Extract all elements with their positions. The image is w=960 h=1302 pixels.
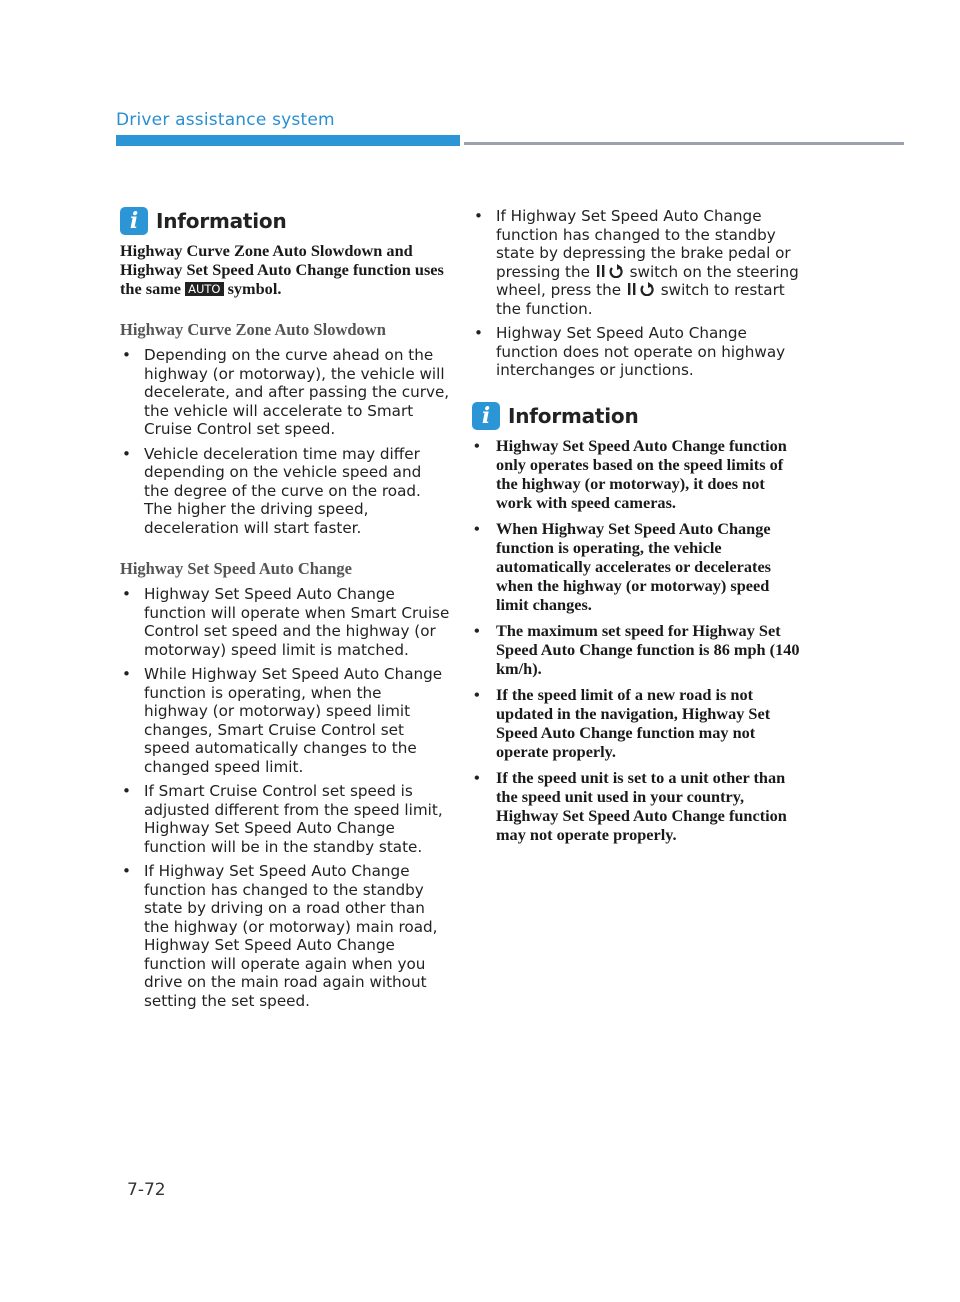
info-note-text-end: symbol.	[227, 279, 282, 298]
list-item: • While Highway Set Speed Auto Change function is operating, when the highway (or motorway) speed limit changes, Smart Cruise Control set speed automatically changes to the changed speed limit.	[120, 665, 450, 776]
curve-bullet-list	[120, 346, 450, 537]
info-icon: i	[120, 207, 148, 235]
page-number: 7-72	[127, 1180, 166, 1200]
info-bullet-list	[472, 436, 802, 844]
pause-resume-switch-icon	[626, 282, 656, 296]
list-item: • If Highway Set Speed Auto Change function has changed to the standby state by driving on a road other than the highway (or motorway) main road, Highway Set Speed Auto Change function will operate again when you drive on the main road again without setting the set speed.	[120, 862, 450, 1010]
info-icon: i	[472, 402, 500, 430]
subheading-speed-change: Highway Set Speed Auto Change	[120, 559, 352, 578]
list-item	[472, 207, 802, 318]
section-title: Driver assistance system	[116, 110, 335, 130]
info-heading	[472, 402, 802, 430]
info-title: Information	[508, 403, 639, 428]
bullet-text-part: switch on the steering wheel, press the	[496, 262, 799, 299]
bullet-text-part: switch to restart the function.	[496, 281, 785, 318]
list-item: • The maximum set speed for Highway Set Speed Auto Change function is 86 mph (140 km/h).	[472, 621, 802, 678]
list-item: • If the speed unit is set to a unit other than the speed unit used in your country, Highway Set Speed Auto Change function may not operate properly.	[472, 768, 802, 844]
auto-symbol: AUTO	[185, 282, 223, 296]
speed-change-bullet-list	[120, 585, 450, 1010]
info-title: Information	[156, 209, 287, 233]
list-item: • Highway Set Speed Auto Change function only operates based on the speed limits of the highway (or motorway), it does not work with speed cameras.	[472, 436, 802, 512]
pause-resume-switch-icon	[595, 264, 625, 278]
list-item: • Depending on the curve ahead on the highway (or motorway), the vehicle will decelerate, and after passing the curve, the vehicle will accelerate to Smart Cruise Control set speed.	[120, 346, 450, 439]
list-item: • When Highway Set Speed Auto Change function is operating, the vehicle automatically accelerates or decelerates when the highway (or motorway) speed limit changes.	[472, 519, 802, 614]
right-column	[472, 207, 802, 851]
info-note-text: Highway Curve Zone Auto Slowdown and Highway Set Speed Auto Change function uses the same	[120, 241, 444, 298]
left-column	[120, 207, 450, 1016]
list-item: • If the speed limit of a new road is not updated in the navigation, Highway Set Speed Auto Change function may not operate properly.	[472, 685, 802, 761]
list-item: • Highway Set Speed Auto Change function will operate when Smart Cruise Control set speed and the highway (or motorway) speed limit is matched.	[120, 585, 450, 659]
info-heading	[120, 207, 450, 235]
header-accent-bar	[116, 135, 460, 146]
list-item: • Vehicle deceleration time may differ depending on the vehicle speed and the degree of the curve on the road. The higher the driving speed, deceleration will start faster.	[120, 445, 450, 538]
header-rule	[464, 142, 904, 145]
subheading-curve-zone: Highway Curve Zone Auto Slowdown	[120, 320, 386, 339]
info-note	[120, 241, 450, 298]
bullet-text-part: If Highway Set Speed Auto Change function has changed to the standby state by depressing the brake pedal or pressing the	[496, 207, 791, 281]
continued-bullet-list	[472, 207, 802, 380]
list-item: • Highway Set Speed Auto Change function does not operate on highway interchanges or junctions.	[472, 324, 802, 380]
list-item: • If Smart Cruise Control set speed is adjusted different from the speed limit, Highway Set Speed Auto Change function will be in the standby state.	[120, 782, 450, 856]
